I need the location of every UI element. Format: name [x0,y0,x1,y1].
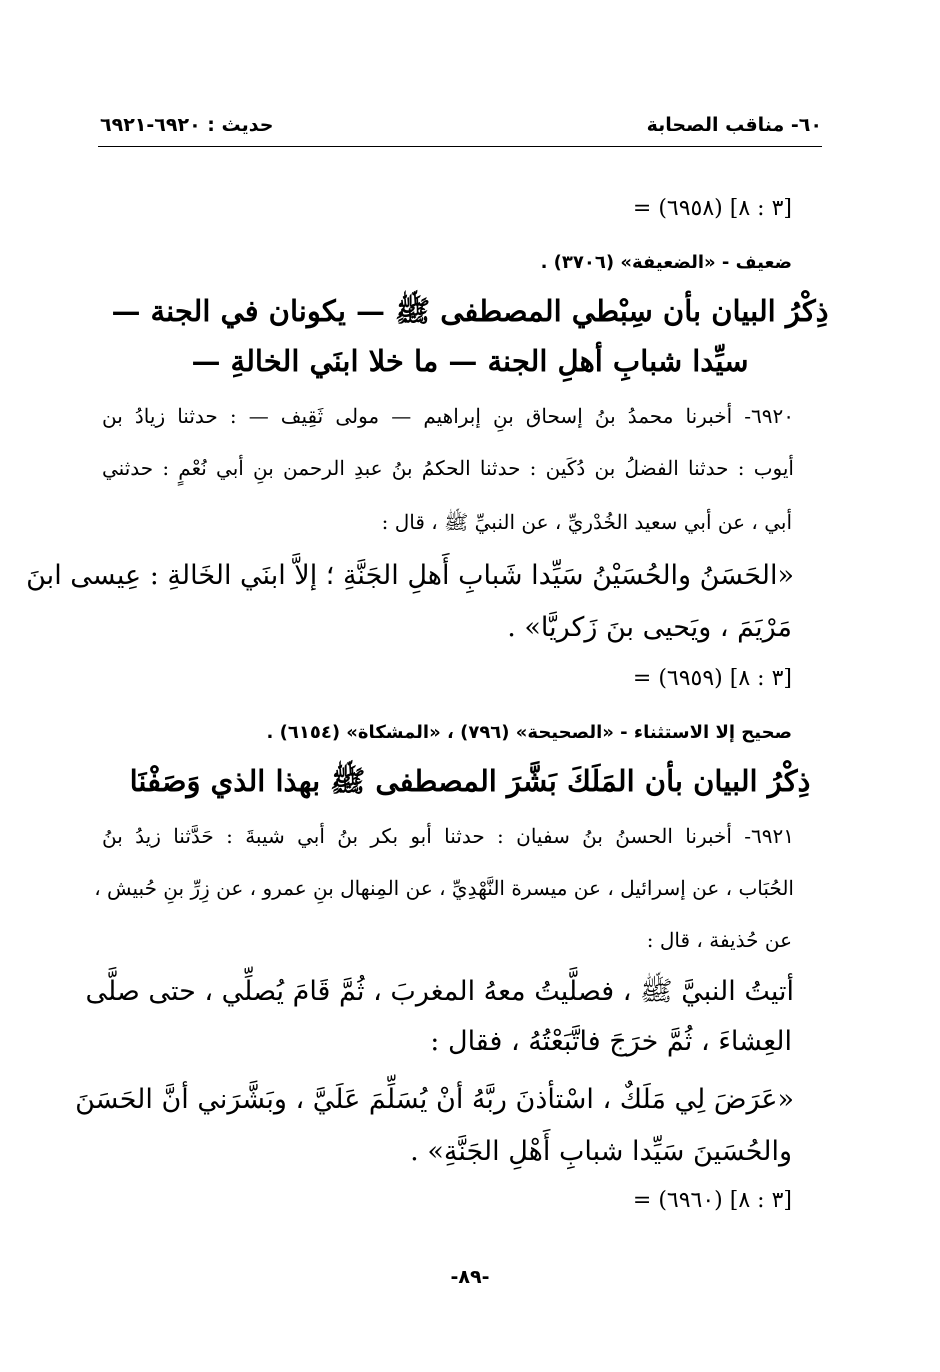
cross-reference-2: = (٦٩٥٩) [٣ : ٨] [632,666,792,691]
running-header-hadith-range: حديث : ٦٩٢٠-٦٩٢١ [100,114,274,136]
hadith-6921-matn-line-3: «عَرَضَ لِي مَلَكٌ ، اسْتأذنَ ربَّهُ أنْ يُسَلِّمَ عَلَيَّ ، وبَشَّرَني أنَّ الحَسَنَ [75,1084,794,1115]
cross-reference-3: = (٦٩٦٠) [٣ : ٨] [632,1188,792,1213]
running-header-chapter: ٦٠- مناقب الصحابة [646,114,822,136]
chapter-title-1-line-1: ذِكْرُ البيان بأن سِبْطي المصطفى ﷺ — يكونان في الجنة — [111,294,829,328]
hadith-6921-matn-line-1: أتيتُ النبيَّ ﷺ ، فصلَّيتُ معهُ المغربَ ، ثُمَّ قَامَ يُصلِّي ، حتى صلَّى [85,976,794,1007]
hadith-6920-isnad-line-2: أيوب : حدثنا الفضلُ بن دُكَين : حدثنا الحكمُ بنُ عبدِ الرحمن بنِ أبي نُعْمٍ : حدثني [102,456,794,480]
hadith-6921-isnad-line-1: ٦٩٢١- أخبرنا الحسنُ بنُ سفيان : حدثنا أبو بكر بنُ أبي شيبةَ : حَدَّثنا زيدُ بنُ [102,824,794,848]
chapter-title-1-line-2: سيِّدا شبابِ أهلِ الجنة — ما خلا ابنَي الخالةِ — [191,344,749,378]
grading-note-2: صحيح إلا الاستثناء - «الصحيحة» (٧٩٦) ، «المشكاة» (٦١٥٤) . [266,722,792,743]
hadith-6921-isnad-line-2: الحُبَاب ، عن إسرائيل ، عن ميسرة النَّهْدِيِّ ، عن المِنهال بنِ عمرو ، عن زِرِّ بنِ حُبيش ، [94,876,794,900]
hadith-6920-matn-line-2: مَرْيَمَ ، ويَحيى بنَ زَكريَّا» . [507,612,792,643]
hadith-6920-matn-line-1: «الحَسَنُ والحُسَيْنُ سَيِّدا شَبابِ أَهلِ الجَنَّةِ ؛ إلاَّ ابنَي الخَالةِ : عِيسى ابنَ [26,560,794,591]
page-number: -٨٩- [450,1266,490,1288]
grading-note-1: ضعيف - «الضعيفة» (٣٧٠٦) . [540,252,792,273]
hadith-6921-matn-line-2: العِشاءَ ، ثُمَّ خرَجَ فاتَّبَعْتُهُ ، فقال : [430,1026,792,1057]
hadith-6920-isnad-line-3: أبي ، عن أبي سعيد الخُدْريِّ ، عن النبيِّ ﷺ ، قال : [381,510,792,534]
hadith-6921-matn-line-4: والحُسَينَ سَيِّدا شبابِ أَهْلِ الجَنَّةِ» . [410,1136,792,1167]
hadith-6920-isnad-line-1: ٦٩٢٠- أخبرنا محمدُ بنُ إسحاق بنِ إبراهيم — مولى ثَقِيف — : حدثنا زيادُ بن [102,404,794,428]
header-rule [98,146,822,147]
cross-reference-1: = (٦٩٥٨) [٣ : ٨] [632,196,792,221]
chapter-title-2: ذِكْرُ البيان بأن المَلَكَ بَشَّرَ المصطفى ﷺ بهذا الذي وَصَفْنَا [129,764,811,798]
hadith-6921-isnad-line-3: عن حُذيفة ، قال : [646,928,792,952]
